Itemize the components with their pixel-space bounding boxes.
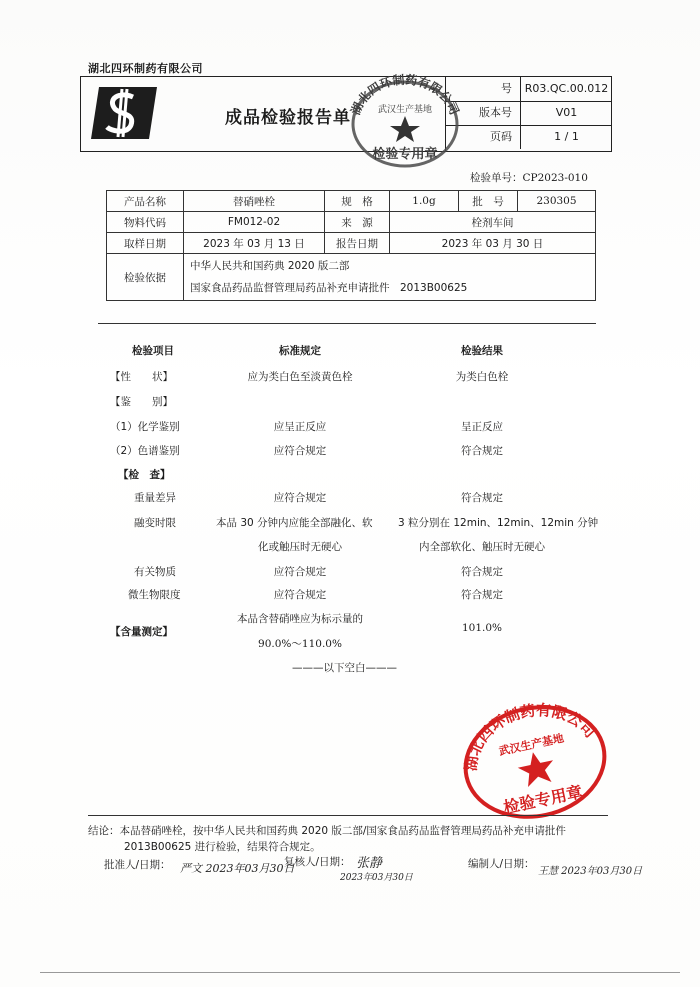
company-name: 湖北四环制药有限公司 (88, 62, 203, 75)
section-assay: 【含量测定】 (110, 626, 173, 638)
label-code: 物料代码 (107, 212, 184, 233)
end-marker: ———以下空白——— (292, 662, 397, 674)
value-spec: 1.0g (390, 191, 459, 212)
value-batch: 230305 (518, 191, 596, 212)
ident-chemical-standard: 应呈正反应 (273, 421, 327, 433)
conclusion-line-1: 结论：本品替硝唑栓，按中华人民共和国药典 2020 版二部/国家食品药品监督管理局药品补充申请批件 (88, 825, 566, 837)
basis-line-2: 国家食品药品监督管理局药品补充申请批件 2013B00625 (190, 282, 468, 294)
ident-chemical-result: 呈正反应 (461, 421, 503, 433)
ident-chemical: （1）化学鉴别 (110, 421, 180, 433)
label-batch: 批 号 (459, 191, 518, 212)
seal-top-bottom-text: 检验专用章 (372, 147, 438, 162)
approver-signature: 严文 2023年03月30日 (180, 862, 295, 875)
weight-variation: 重量差异 (134, 492, 176, 504)
table-row (107, 254, 596, 301)
meta-key: 版本号 (479, 106, 512, 119)
preparer-label: 编制人/日期： (468, 858, 535, 870)
label-source: 来 源 (325, 212, 390, 233)
label-basis: 检验依据 (107, 254, 184, 301)
microbial-limit: 微生物限度 (128, 589, 181, 601)
related-standard: 应符合规定 (273, 566, 327, 578)
label-spec: 规 格 (325, 191, 390, 212)
weight-result: 符合规定 (461, 492, 503, 504)
assay-standard-line-1: 本品含替硝唑应为标示量的 (237, 613, 363, 625)
seal-bottom-bottom-text: 检验专用章 (501, 782, 585, 818)
col-header-result: 检验结果 (461, 345, 503, 357)
table-row (107, 233, 596, 254)
meta-value: V01 (520, 101, 612, 125)
meta-row-version (446, 101, 612, 126)
related-substances: 有关物质 (134, 566, 176, 578)
char-standard: 应为类白色至淡黄色栓 (247, 371, 353, 383)
melting-standard-line-1: 本品 30 分钟内应能全部融化、软 (216, 517, 373, 529)
section-identification: 【鉴 别】 (110, 396, 173, 408)
inspection-seal-top (340, 72, 470, 172)
seal-bottom-inner-text: 武汉生产基地 (497, 731, 565, 759)
value-code: FM012-02 (184, 212, 325, 233)
value-basis (184, 254, 596, 301)
weight-standard: 应符合规定 (273, 492, 327, 504)
label-sample-date: 取样日期 (107, 233, 184, 254)
inspection-seal-bottom (455, 700, 615, 825)
doc-meta-table (445, 77, 612, 151)
melting-result-line-2: 内全部软化、触压时无硬心 (419, 541, 545, 553)
scan-edge (40, 972, 680, 973)
meta-row-doc-no (446, 77, 612, 102)
star-icon (515, 748, 557, 788)
melting-standard-line-2: 化或触压时无硬心 (258, 541, 342, 553)
meta-key: 号 (501, 82, 512, 95)
microbial-result: 符合规定 (461, 589, 503, 601)
col-header-item: 检验项目 (132, 345, 174, 357)
approver-label: 批准人/日期： (104, 859, 171, 871)
table-row (107, 191, 596, 212)
table-row (107, 212, 596, 233)
section-check: 【检 查】 (118, 469, 171, 481)
value-report-date: 2023 年 03 月 30 日 (390, 233, 596, 254)
preparer-signature: 王慧 2023年03月30日 (538, 866, 643, 877)
divider (88, 815, 608, 816)
reviewer-signature: 张静 (356, 856, 383, 871)
label-report-date: 报告日期 (325, 233, 390, 254)
seal-top-inner-text: 武汉生产基地 (377, 105, 433, 115)
char-result: 为类白色栓 (455, 371, 509, 383)
divider (98, 323, 596, 324)
meta-value: 1 / 1 (520, 125, 612, 149)
reviewer-label: 复核人/日期： (284, 856, 351, 868)
value-product: 替硝唑栓 (184, 191, 325, 212)
star-icon (390, 116, 420, 142)
document-title: 成品检验报告单 (225, 108, 351, 128)
melting-time: 融变时限 (134, 517, 176, 529)
melting-result-line-1: 3 粒分别在 12min、12min、12min 分钟 (398, 517, 599, 529)
meta-row-page (446, 125, 612, 149)
ident-chromatography-standard: 应符合规定 (273, 445, 327, 457)
ident-chromatography-result: 符合规定 (461, 445, 503, 457)
conclusion-line-2: 2013B00625 进行检验，结果符合规定。 (124, 841, 321, 853)
value-source: 栓剂车间 (390, 212, 596, 233)
seal-top-outer-text: 湖北四环制药有限公司 (348, 72, 462, 117)
assay-standard-line-2: 90.0%～110.0% (258, 638, 342, 650)
conclusion (88, 823, 618, 855)
report-number: 检验单号：CP2023-010 (470, 172, 588, 184)
product-info-table (106, 190, 596, 301)
basis-line-1: 中华人民共和国药典 2020 版二部 (190, 260, 350, 272)
section-character: 【性 状】 (110, 371, 173, 383)
assay-result: 101.0% (461, 622, 503, 634)
ident-chromatography: （2）色谱鉴别 (110, 445, 180, 457)
company-logo-icon (89, 83, 159, 143)
label-product: 产品名称 (107, 191, 184, 212)
col-header-standard: 标准规定 (279, 345, 321, 357)
meta-value: R03.QC.00.012 (520, 77, 612, 101)
meta-key: 页码 (490, 130, 512, 143)
value-sample-date: 2023 年 03 月 13 日 (184, 233, 325, 254)
seal-bottom-outer-text: 湖北四环制药有限公司 (461, 701, 600, 773)
reviewer-date: 2023年03月30日 (340, 873, 413, 883)
related-result: 符合规定 (461, 566, 503, 578)
microbial-standard: 应符合规定 (273, 589, 327, 601)
